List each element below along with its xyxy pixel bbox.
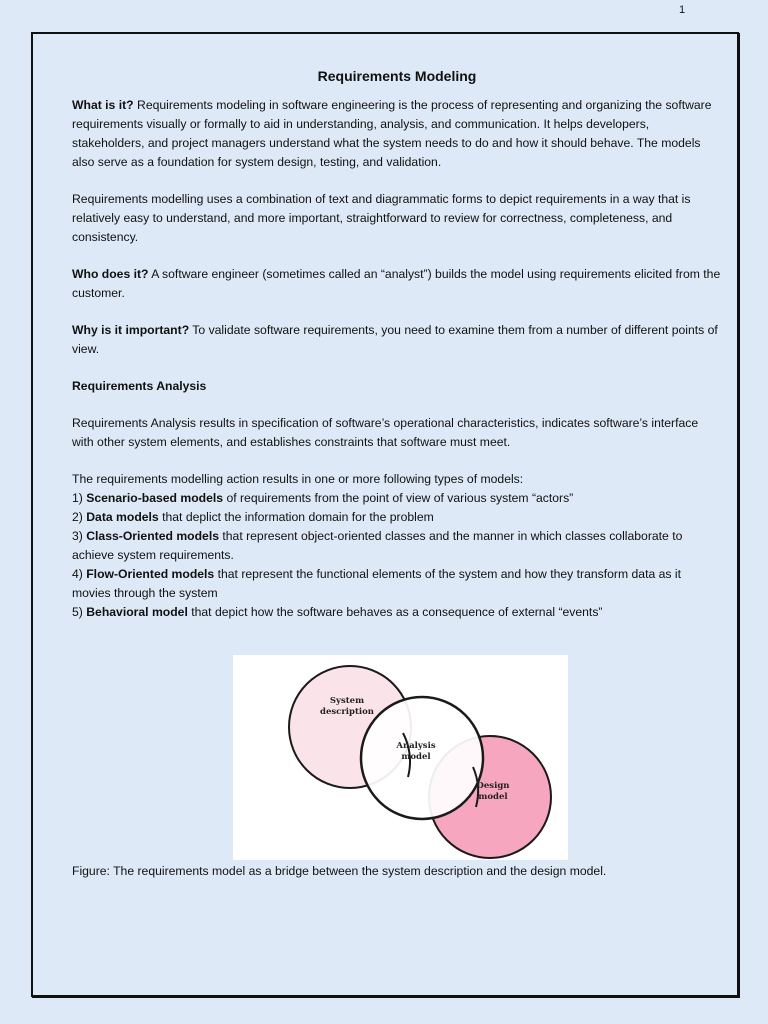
circle-label: Design <box>476 781 510 791</box>
who-label: Who does it? <box>72 267 149 281</box>
diagram-paragraph: Requirements modelling uses a combination of text and diagrammatic forms to depict requirements in a way that is relatively easy to understand, and more important, straightforward to review for correctness, completeness, and consistency. <box>72 192 691 244</box>
model-name: Behavioral model <box>86 605 188 619</box>
page-number: 1 <box>679 4 686 16</box>
why-text: To validate software requirements, you need to examine them from a number of different points of view. <box>72 323 718 356</box>
list-number: 1) <box>72 491 87 505</box>
model-description: that depict how the software behaves as a consequence of external “events” <box>187 605 603 619</box>
document-body <box>72 66 722 622</box>
circle-label: Analysis <box>396 741 436 751</box>
model-description: of requirements from the point of view of various system “actors” <box>223 491 574 505</box>
page-title: Requirements Modeling <box>317 68 477 84</box>
figure-caption: Figure: The requirements model as a bridge between the system description and the design model. <box>72 864 607 878</box>
list-item <box>72 508 722 527</box>
list-item <box>72 527 722 565</box>
circle-label: model <box>478 792 508 802</box>
model-name: Scenario-based models <box>86 491 224 505</box>
intro-text: Requirements modeling in software engineering is the process of representing and organizing the software requirements visually or formally to aid in understanding, analysis, and communication. It helps developers, stakeholders, and project managers understand what the system needs to do and how it should behave. The models also serve as a foundation for system design, testing, and validation. <box>72 98 712 169</box>
model-name: Class-Oriented models <box>86 529 219 543</box>
model-description: that represent object-oriented classes and the manner in which classes collaborate to achieve system requirements. <box>72 529 683 562</box>
list-number: 4) <box>72 567 87 581</box>
model-name: Flow-Oriented models <box>86 567 215 581</box>
list-item <box>72 565 722 603</box>
list-number: 3) <box>72 529 87 543</box>
list-item <box>72 489 722 508</box>
list-item <box>72 603 722 622</box>
model-description: that represent the functional elements of the system and how they transform data as it movies through the system <box>72 567 681 600</box>
models-list <box>72 489 722 622</box>
who-text: A software engineer (sometimes called an “analyst”) builds the model using requirements elicited from the customer. <box>72 267 721 300</box>
circle-label: description <box>320 707 374 717</box>
venn-diagram <box>233 655 568 860</box>
intro-label: What is it? <box>72 98 134 112</box>
model-description: that deplict the information domain for the problem <box>158 510 434 524</box>
list-number: 2) <box>72 510 87 524</box>
list-number: 5) <box>72 605 87 619</box>
why-label: Why is it important? <box>72 323 190 337</box>
section-heading: Requirements Analysis <box>72 379 207 393</box>
requirements-model-figure <box>233 655 568 860</box>
intro-paragraph <box>72 96 722 172</box>
circle-label: model <box>401 752 431 762</box>
analysis-paragraph: Requirements Analysis results in specification of software’s operational characteristics, indicates software’s interface with other system elements, and establishes constraints that software must meet. <box>72 416 699 449</box>
who-paragraph <box>72 265 722 303</box>
model-name: Data models <box>86 510 159 524</box>
models-intro: The requirements modelling action results in one or more following types of models: <box>72 472 524 486</box>
circle-label: System <box>329 696 365 706</box>
why-paragraph <box>72 321 722 359</box>
